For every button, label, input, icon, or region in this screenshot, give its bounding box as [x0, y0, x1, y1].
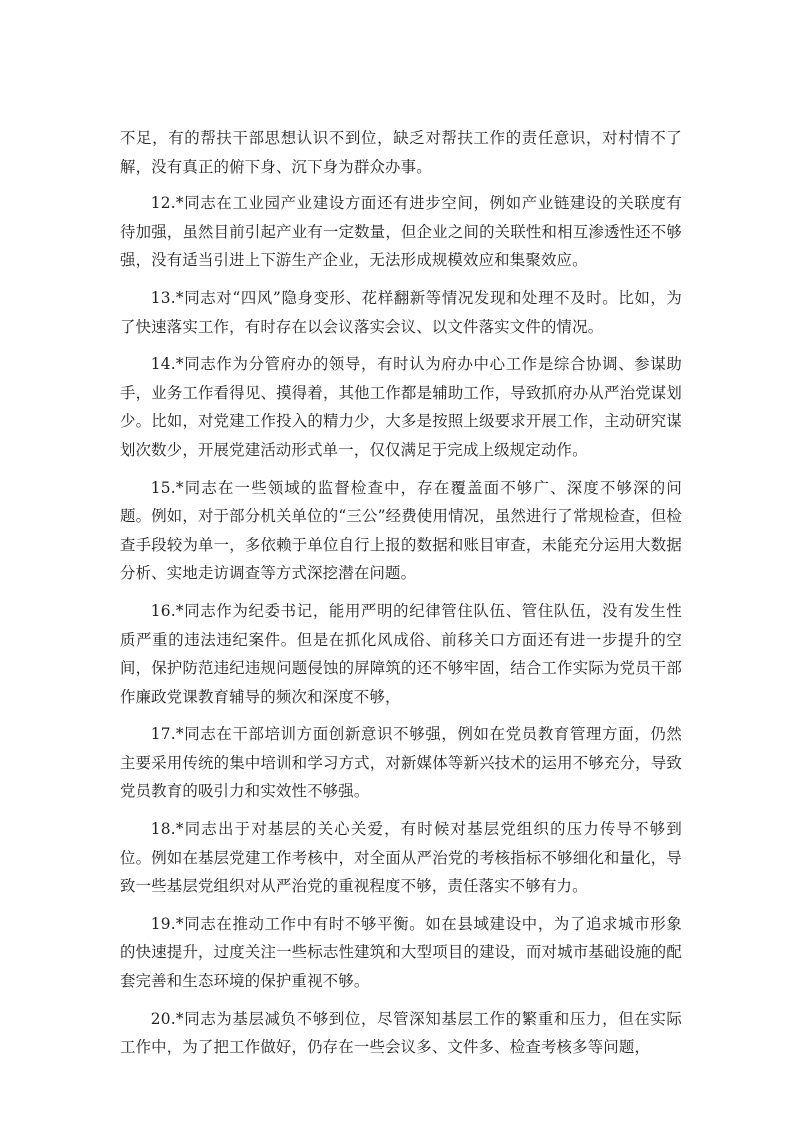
- paragraph-item-13: 13.*同志对“四风”隐身变形、花样翻新等情况发现和处理不及时。比如，为了快速落实工作，有时存在以会议落实会议、以文件落实文件的情况。: [120, 288, 682, 336]
- paragraph-item-14: 14.*同志作为分管府办的领导，有时认为府办中心工作是综合协调、参谋助手，业务工作看得见、摸得着，其他工作都是辅助工作，导致抓府办从严治党谋划少。比如，对党建工作投入的精力少，大多是按照上级要求开展工作，主动研究谋划次数少，开展党建活动形式单一，仅仅满足于完成上级规定动作。: [120, 355, 682, 459]
- paragraph-continuation: 不足，有的帮扶干部思想认识不到位，缺乏对帮扶工作的责任意识，对村情不了解，没有真正的俯下身、沉下身为群众办事。: [120, 129, 682, 176]
- document-page: [120, 124, 682, 1071]
- paragraph-item-12: 12.*同志在工业园产业建设方面还有进步空间，例如产业链建设的关联度有待加强，虽然目前引起产业有一定数量，但企业之间的关联性和相互渗透性还不够强，没有适当引进上下游生产企业，无法形成规模效应和集聚效应。: [120, 194, 682, 270]
- paragraph-item-20: 20.*同志为基层减负不够到位，尽管深知基层工作的繁重和压力，但在实际工作中，为了把工作做好，仍存在一些会议多、文件多、检查考核多等问题，: [120, 1009, 682, 1057]
- paragraph-item-17: 17.*同志在干部培训方面创新意识不够强，例如在党员教育管理方面，仍然主要采用传统的集中培训和学习方式，对新媒体等新兴技术的运用不够充分，导致党员教育的吸引力和实效性不够强。: [120, 725, 682, 801]
- paragraph-item-19: 19.*同志在推动工作中有时不够平衡。如在县域建设中，为了追求城市形象的快速提升，过度关注一些标志性建筑和大型项目的建设，而对城市基础设施的配套完善和生态环境的保护重视不够。: [120, 914, 682, 991]
- paragraph-item-16: 16.*同志作为纪委书记，能用严明的纪律管住队伍、管住队伍，没有发生性质严重的违法违纪案件。但是在抓化风成俗、前移关口方面还有进一步提升的空间，保护防范违纪违规问题侵蚀的屏障筑的还不够牢固，结合工作实际为党员干部作廉政党课教育辅导的频次和深度不够，: [120, 601, 682, 706]
- paragraph-item-18: 18.*同志出于对基层的关心关爱，有时候对基层党组织的压力传导不够到位。例如在基层党建工作考核中，对全面从严治党的考核指标不够细化和量化，导致一些基层党组织对从严治党的重视程度不够，责任落实不够有力。: [120, 820, 682, 896]
- paragraph-item-15: 15.*同志在一些领域的监督检查中，存在覆盖面不够广、深度不够深的问题。例如，对于部分机关单位的“三公”经费使用情况，虽然进行了常规检查，但检查手段较为单一，多依赖于单位自行上报的数据和账目审查，未能充分运用大数据分析、实地走访调查等方式深挖潜在问题。: [120, 478, 682, 583]
